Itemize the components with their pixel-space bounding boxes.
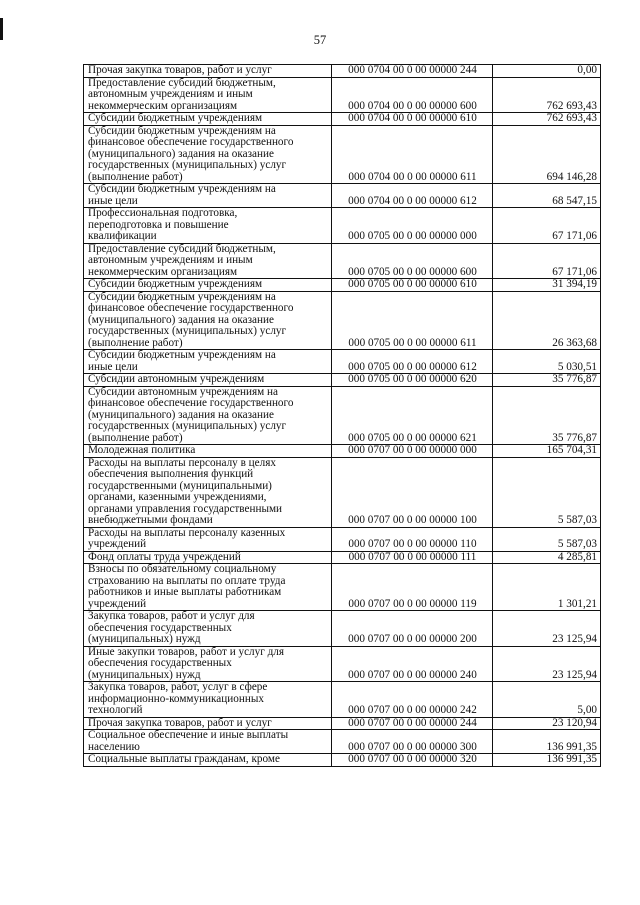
budget-code-cell: 000 0707 00 0 00 00000 244 xyxy=(332,717,493,730)
amount-cell: 26 363,68 xyxy=(493,291,601,350)
budget-code-cell: 000 0705 00 0 00 00000 611 xyxy=(332,291,493,350)
table-row xyxy=(84,279,601,292)
expense-name-cell: Молодежная политика xyxy=(84,445,332,458)
budget-code-cell: 000 0707 00 0 00 00000 200 xyxy=(332,611,493,647)
expense-name-cell: Профессиональная подготовка, переподготовка и повышение квалификации xyxy=(84,208,332,244)
table-row xyxy=(84,646,601,682)
budget-code-cell: 000 0707 00 0 00 00000 242 xyxy=(332,682,493,718)
budget-code-cell: 000 0707 00 0 00 00000 100 xyxy=(332,457,493,527)
expense-name-cell: Субсидии автономным учреждениям xyxy=(84,374,332,387)
amount-cell: 35 776,87 xyxy=(493,374,601,387)
table-row xyxy=(84,243,601,279)
budget-code-cell: 000 0704 00 0 00 00000 244 xyxy=(332,65,493,78)
expense-name-cell: Субсидии бюджетным учреждениям на иные цели xyxy=(84,350,332,374)
expense-name-cell: Иные закупки товаров, работ и услуг для обеспечения государственных (муниципальных) нужд xyxy=(84,646,332,682)
amount-cell: 4 285,81 xyxy=(493,551,601,564)
table-row xyxy=(84,682,601,718)
expense-name-cell: Расходы на выплаты персоналу в целях обеспечения выполнения функций государственными (муниципальными) органами, казенными учреждениями, органами управления государственными внебюджетными фондами xyxy=(84,457,332,527)
budget-code-cell: 000 0707 00 0 00 00000 119 xyxy=(332,564,493,611)
expense-name-cell: Взносы по обязательному социальному страхованию на выплаты по оплате труда работников и иные выплаты работникам учреждений xyxy=(84,564,332,611)
table-row xyxy=(84,754,601,767)
expense-name-cell: Закупка товаров, работ, услуг в сфере информационно-коммуникационных технологий xyxy=(84,682,332,718)
table-row xyxy=(84,184,601,208)
budget-code-cell: 000 0704 00 0 00 00000 610 xyxy=(332,113,493,126)
amount-cell: 67 171,06 xyxy=(493,208,601,244)
table-row xyxy=(84,445,601,458)
expense-name-cell: Предоставление субсидий бюджетным, автономным учреждениям и иным некоммерческим организациям xyxy=(84,243,332,279)
expense-name-cell: Субсидии бюджетным учреждениям xyxy=(84,113,332,126)
amount-cell: 5,00 xyxy=(493,682,601,718)
table-row xyxy=(84,551,601,564)
amount-cell: 23 125,94 xyxy=(493,611,601,647)
amount-cell: 694 146,28 xyxy=(493,125,601,184)
budget-code-cell: 000 0707 00 0 00 00000 320 xyxy=(332,754,493,767)
budget-table-body xyxy=(84,65,601,767)
expense-name-cell: Социальное обеспечение и иные выплаты населению xyxy=(84,730,332,754)
amount-cell: 5 587,03 xyxy=(493,457,601,527)
amount-cell: 23 120,94 xyxy=(493,717,601,730)
budget-code-cell: 000 0705 00 0 00 00000 621 xyxy=(332,386,493,445)
expense-name-cell: Субсидии бюджетным учреждениям xyxy=(84,279,332,292)
budget-code-cell: 000 0704 00 0 00 00000 611 xyxy=(332,125,493,184)
amount-cell: 762 693,43 xyxy=(493,113,601,126)
budget-code-cell: 000 0705 00 0 00 00000 612 xyxy=(332,350,493,374)
table-row xyxy=(84,457,601,527)
amount-cell: 762 693,43 xyxy=(493,77,601,113)
table-row xyxy=(84,65,601,78)
table-row xyxy=(84,386,601,445)
amount-cell: 5 030,51 xyxy=(493,350,601,374)
amount-cell: 31 394,19 xyxy=(493,279,601,292)
table-row xyxy=(84,208,601,244)
budget-code-cell: 000 0705 00 0 00 00000 610 xyxy=(332,279,493,292)
expense-name-cell: Прочая закупка товаров, работ и услуг xyxy=(84,717,332,730)
expense-name-cell: Субсидии бюджетным учреждениям на финансовое обеспечение государственного (муниципального) задания на оказание государственных (муниципальных) услуг (выполнение работ) xyxy=(84,125,332,184)
budget-code-cell: 000 0704 00 0 00 00000 600 xyxy=(332,77,493,113)
budget-code-cell: 000 0705 00 0 00 00000 620 xyxy=(332,374,493,387)
expense-name-cell: Субсидии автономным учреждениям на финансовое обеспечение государственного (муниципального) задания на оказание государственных (муниципальных) услуг (выполнение работ) xyxy=(84,386,332,445)
expense-name-cell: Предоставление субсидий бюджетным, автономным учреждениям и иным некоммерческим организациям xyxy=(84,77,332,113)
amount-cell: 136 991,35 xyxy=(493,730,601,754)
expense-name-cell: Социальные выплаты гражданам, кроме xyxy=(84,754,332,767)
expense-name-cell: Субсидии бюджетным учреждениям на финансовое обеспечение государственного (муниципального) задания на оказание государственных (муниципальных) услуг (выполнение работ) xyxy=(84,291,332,350)
table-row xyxy=(84,374,601,387)
budget-code-cell: 000 0705 00 0 00 00000 600 xyxy=(332,243,493,279)
table-row xyxy=(84,291,601,350)
budget-code-cell: 000 0707 00 0 00 00000 111 xyxy=(332,551,493,564)
table-row xyxy=(84,564,601,611)
amount-cell: 23 125,94 xyxy=(493,646,601,682)
budget-code-cell: 000 0707 00 0 00 00000 240 xyxy=(332,646,493,682)
table-row xyxy=(84,350,601,374)
amount-cell: 68 547,15 xyxy=(493,184,601,208)
expense-name-cell: Субсидии бюджетным учреждениям на иные цели xyxy=(84,184,332,208)
budget-code-cell: 000 0704 00 0 00 00000 612 xyxy=(332,184,493,208)
amount-cell: 0,00 xyxy=(493,65,601,78)
table-row xyxy=(84,125,601,184)
amount-cell: 136 991,35 xyxy=(493,754,601,767)
amount-cell: 67 171,06 xyxy=(493,243,601,279)
expense-name-cell: Расходы на выплаты персоналу казенных учреждений xyxy=(84,527,332,551)
budget-code-cell: 000 0705 00 0 00 00000 000 xyxy=(332,208,493,244)
amount-cell: 35 776,87 xyxy=(493,386,601,445)
amount-cell: 1 301,21 xyxy=(493,564,601,611)
expense-name-cell: Прочая закупка товаров, работ и услуг xyxy=(84,65,332,78)
amount-cell: 5 587,03 xyxy=(493,527,601,551)
budget-code-cell: 000 0707 00 0 00 00000 000 xyxy=(332,445,493,458)
budget-table xyxy=(83,64,601,767)
budget-code-cell: 000 0707 00 0 00 00000 110 xyxy=(332,527,493,551)
amount-cell: 165 704,31 xyxy=(493,445,601,458)
budget-code-cell: 000 0707 00 0 00 00000 300 xyxy=(332,730,493,754)
table-row xyxy=(84,717,601,730)
table-row xyxy=(84,77,601,113)
page-number: 57 xyxy=(313,33,327,47)
table-row xyxy=(84,113,601,126)
expense-name-cell: Фонд оплаты труда учреждений xyxy=(84,551,332,564)
table-row xyxy=(84,527,601,551)
table-row xyxy=(84,730,601,754)
expense-name-cell: Закупка товаров, работ и услуг для обеспечения государственных (муниципальных) нужд xyxy=(84,611,332,647)
table-row xyxy=(84,611,601,647)
